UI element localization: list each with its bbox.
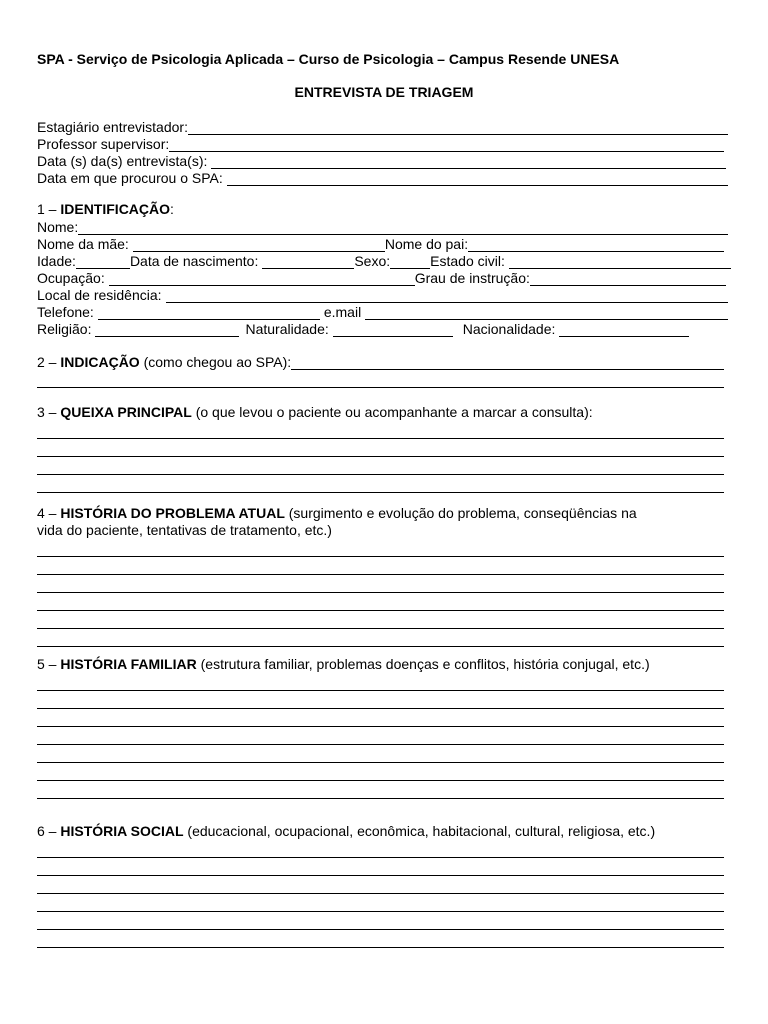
section-historia-social: [37, 823, 728, 948]
field-data-procura[interactable]: Data em que procurou o SPA:: [37, 169, 728, 186]
field-data-entrevista[interactable]: Data (s) da(s) entrevista(s):: [37, 152, 728, 169]
field-contato-row[interactable]: Telefone: e.mail: [37, 303, 728, 320]
data-entrevista-line[interactable]: [211, 155, 726, 169]
nome-pai-line[interactable]: [468, 238, 724, 252]
nacionalidade-line[interactable]: [559, 323, 689, 337]
field-ocupacao-row[interactable]: Ocupação: Grau de instrução:: [37, 269, 728, 286]
nome-mae-line[interactable]: [133, 238, 385, 252]
queixa-line[interactable]: [37, 421, 724, 439]
field-idade-row[interactable]: Idade: Data de nascimento: Sexo: Estado civil:: [37, 252, 728, 269]
historia-familiar-line[interactable]: [37, 727, 724, 745]
historia-atual-line[interactable]: [37, 593, 724, 611]
historia-familiar-line[interactable]: [37, 781, 724, 799]
queixa-line[interactable]: [37, 475, 724, 493]
queixa-heading: 3 – QUEIXA PRINCIPAL (o que levou o paciente ou acompanhante a marcar a consulta):: [37, 404, 593, 420]
form-header: SPA - Serviço de Psicologia Aplicada – Curso de Psicologia – Campus Resende UNESA: [37, 51, 620, 67]
section-historia-atual: [37, 505, 728, 647]
indicacao-extra-line[interactable]: [37, 370, 724, 388]
indicacao-line[interactable]: [291, 356, 724, 370]
historia-social-line[interactable]: [37, 840, 724, 858]
historia-atual-line[interactable]: [37, 557, 724, 575]
top-fields: [37, 118, 728, 186]
queixa-line[interactable]: [37, 457, 724, 475]
section-queixa: [37, 404, 728, 493]
field-pais[interactable]: Nome da mãe: Nome do pai:: [37, 235, 728, 252]
historia-social-line[interactable]: [37, 912, 724, 930]
idade-line[interactable]: [76, 255, 130, 269]
grau-line[interactable]: [530, 272, 726, 286]
historia-atual-line[interactable]: [37, 575, 724, 593]
field-nome[interactable]: Nome:: [37, 218, 728, 235]
section-indicacao: [37, 353, 728, 388]
field-local[interactable]: Local de residência:: [37, 286, 728, 303]
ocupacao-line[interactable]: [109, 272, 415, 286]
identificacao-heading: 1 – IDENTIFICAÇÃO:: [37, 201, 174, 217]
historia-atual-heading: 4 – HISTÓRIA DO PROBLEMA ATUAL (surgimento e evolução do problema, conseqüências na: [37, 505, 637, 521]
historia-familiar-line[interactable]: [37, 745, 724, 763]
field-estagiario[interactable]: Estagiário entrevistador:: [37, 118, 728, 135]
historia-social-heading: 6 – HISTÓRIA SOCIAL (educacional, ocupacional, econômica, habitacional, cultural, religiosa, etc.): [37, 823, 656, 839]
section-identificacao: [37, 201, 728, 337]
historia-atual-line[interactable]: [37, 539, 724, 557]
nome-line[interactable]: [78, 221, 728, 235]
sexo-line[interactable]: [390, 255, 430, 269]
historia-familiar-line[interactable]: [37, 709, 724, 727]
estado-civil-line[interactable]: [509, 255, 731, 269]
historia-social-line[interactable]: [37, 894, 724, 912]
field-professor[interactable]: Professor supervisor:: [37, 135, 728, 152]
historia-atual-line[interactable]: [37, 629, 724, 647]
religiao-line[interactable]: [95, 323, 239, 337]
indicacao-heading[interactable]: 2 – INDICAÇÃO (como chegou ao SPA):: [37, 353, 728, 370]
naturalidade-line[interactable]: [333, 323, 453, 337]
historia-familiar-line[interactable]: [37, 763, 724, 781]
data-procura-line[interactable]: [227, 172, 728, 186]
field-religiao-row[interactable]: Religião: Naturalidade: Nacionalidade:: [37, 320, 728, 337]
historia-atual-line[interactable]: [37, 611, 724, 629]
professor-line[interactable]: [169, 138, 724, 152]
email-line[interactable]: [365, 306, 728, 320]
historia-social-line[interactable]: [37, 858, 724, 876]
local-line[interactable]: [166, 289, 728, 303]
historia-social-line[interactable]: [37, 930, 724, 948]
queixa-line[interactable]: [37, 439, 724, 457]
historia-social-line[interactable]: [37, 876, 724, 894]
historia-familiar-heading: 5 – HISTÓRIA FAMILIAR (estrutura familiar, problemas doenças e conflitos, história conjugal, etc.): [37, 656, 650, 672]
estagiario-line[interactable]: [188, 121, 728, 135]
data-nasc-line[interactable]: [262, 255, 354, 269]
historia-familiar-line[interactable]: [37, 691, 724, 709]
section-historia-familiar: [37, 656, 728, 799]
form-title: ENTREVISTA DE TRIAGEM: [294, 84, 474, 100]
telefone-line[interactable]: [98, 306, 320, 320]
historia-familiar-line[interactable]: [37, 673, 724, 691]
historia-atual-heading-cont: vida do paciente, tentativas de tratamento, etc.): [37, 522, 332, 538]
